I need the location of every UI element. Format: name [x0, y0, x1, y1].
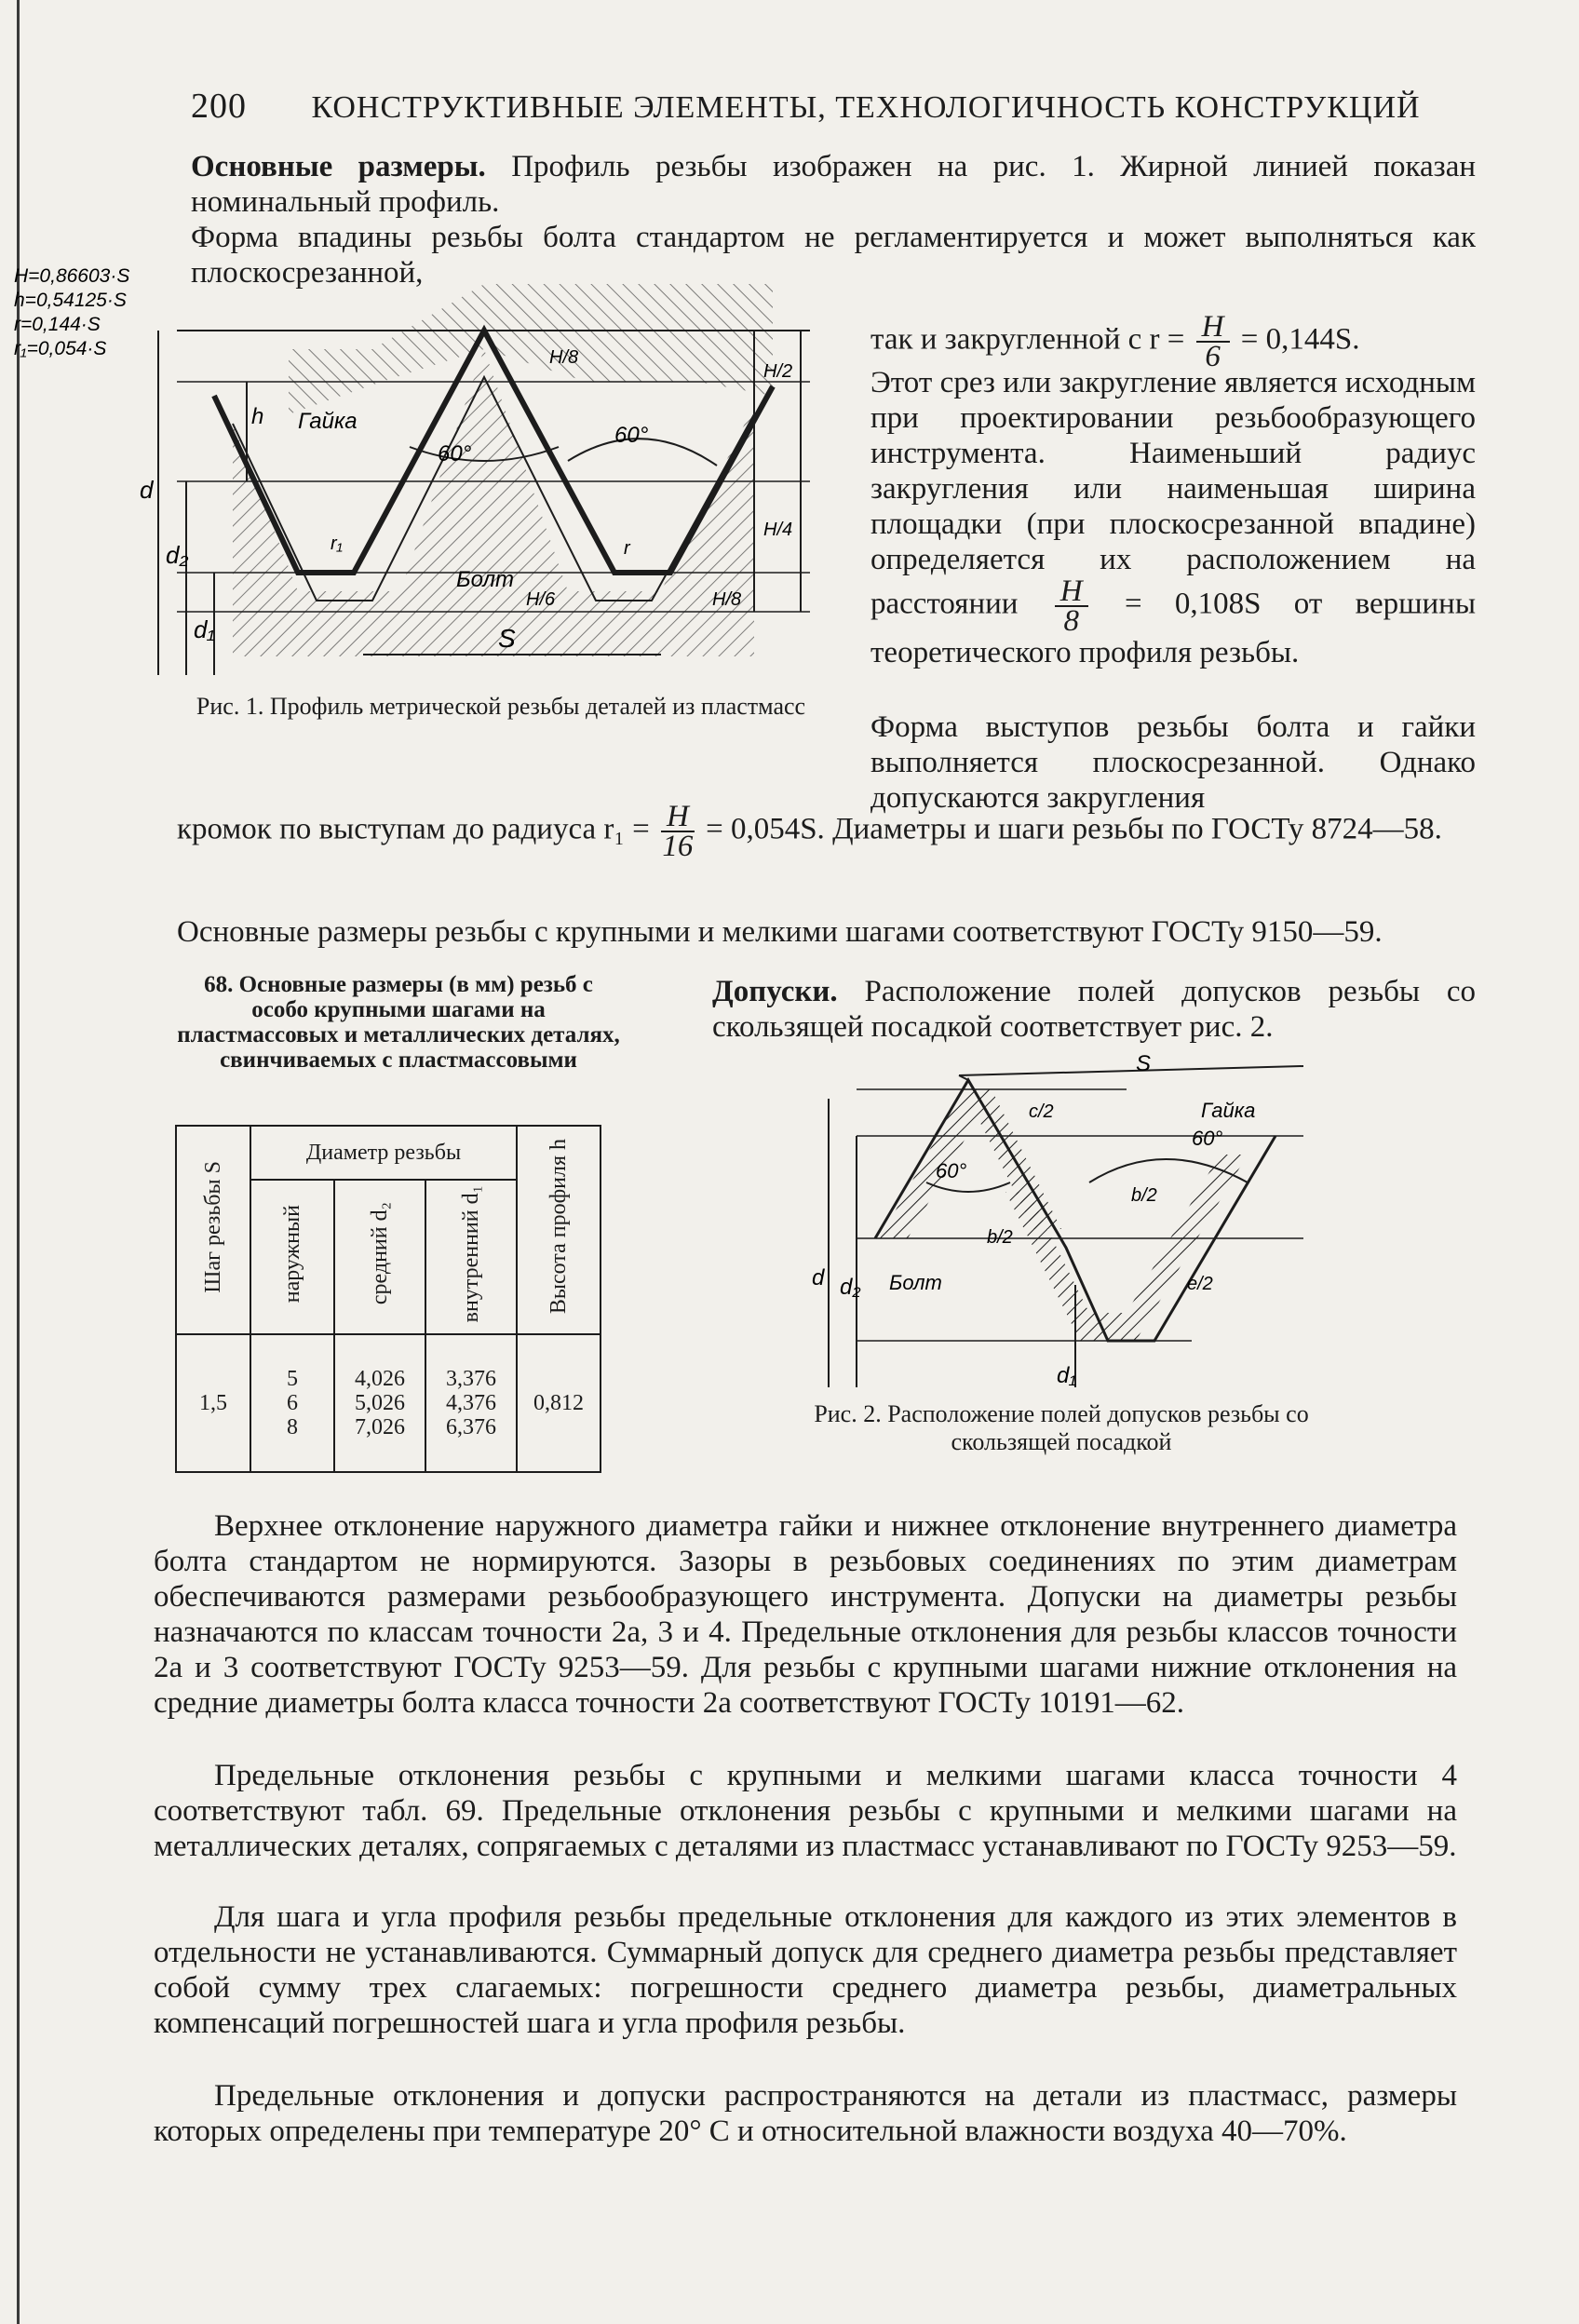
- fig2-dim-S: S: [1136, 1051, 1152, 1076]
- paragraph-text: Предельные отклонения и допуски распространяются на детали из пластмасс, размеры которых определены при температуре 20° С и относительной влажности воздуха 40—70%.: [154, 2079, 1457, 2148]
- running-header: [191, 86, 1476, 127]
- cell-height: 0,812: [517, 1334, 601, 1472]
- formula-r-line: [870, 310, 1476, 373]
- formula-text: так и закругленной с r =: [870, 322, 1185, 357]
- cell-inner: [425, 1334, 517, 1472]
- paragraph-text: Форма впадины резьбы болта стандартом не регламентируется и может выполняться как плоскосрезанной,: [191, 221, 1476, 290]
- cell-value: 4,376: [446, 1391, 496, 1415]
- paragraph-text: Диаметры и шаги резьбы по ГОСТу 8724—58.: [832, 812, 1442, 846]
- header-pitch-text: Шаг резьбы S: [201, 1160, 225, 1293]
- formula-value: = 0,144S.: [1240, 322, 1360, 357]
- fig2-label-nut: Гайка: [1201, 1099, 1256, 1122]
- cell-value: 6: [287, 1391, 298, 1415]
- formula-value: = 0,054S.: [706, 812, 825, 846]
- fig2-dim-b2a: b/2: [1131, 1185, 1157, 1206]
- paragraph-tolerances: [712, 974, 1476, 1045]
- fraction-denominator: 8: [1063, 604, 1079, 638]
- fig2-dim-d2: d₂: [840, 1275, 861, 1300]
- paragraph-text: Для шага и угла профиля резьбы предельные отклонения для каждого из этих элементов в отдельности не устанавливаются. Суммарный допуск для среднего диаметра резьбы представляет собой сумму трех слагаемых: погрешности среднего диаметра резьбы, диаметральных компенсаций погрешностей шага и угла профиля резьбы.: [154, 1900, 1457, 2040]
- paragraph-text: Основные размеры резьбы с крупными и мелкими шагами соответствуют ГОСТу 9150—59.: [177, 915, 1383, 949]
- figure-2-caption: Рис. 2. Расположение полей допусков резьбы со скользящей посадкой: [814, 1400, 1309, 1455]
- cell-value: 6,376: [446, 1415, 496, 1439]
- fraction-h-16: [661, 800, 695, 863]
- paragraph-text: от вершины теоретического профиля резьбы.: [870, 587, 1477, 669]
- fig1-formula-r: r=0,144·S: [14, 314, 101, 335]
- paragraph-edge-radius: [177, 800, 1476, 863]
- fig1-dim-H2: H/2: [763, 361, 793, 382]
- cell-pitch: 1,5: [176, 1334, 250, 1472]
- paragraph-pitch-angle: [154, 1899, 1457, 2041]
- col-header-height: [517, 1126, 601, 1334]
- fig2-dim-b2b: b/2: [987, 1227, 1013, 1248]
- fig1-formula-H: H=0,86603·S: [14, 265, 130, 287]
- heading-main-dimensions: Основные размеры.: [191, 150, 486, 183]
- col-header-outer: [250, 1180, 334, 1334]
- paragraph-text: Предельные отклонения резьбы с крупными и мелкими шагами класса точности 4 соответствуют табл. 69. Предельные отклонения резьбы с крупными и мелкими шагами на металлических деталях, сопрягаемых с деталями из пластмасс устанавливают по ГОСТу 9253—59.: [154, 1759, 1457, 1863]
- table-68-title: 68. Основные размеры (в мм) резьб с особо крупными шагами на пластмассовых и металлических деталях, свинчиваемых с пластмассовыми: [177, 972, 620, 1073]
- fraction-h-8: [1055, 574, 1088, 638]
- fig1-formula-h: h=0,54125·S: [14, 290, 127, 311]
- header-outer-text: наружный: [280, 1204, 304, 1304]
- formula-value: = 0,108S: [1124, 587, 1262, 621]
- fig1-formula-r1: r₁=0,054·S: [14, 338, 107, 359]
- fraction-numerator: H: [661, 803, 695, 832]
- cell-value: 5: [287, 1367, 298, 1391]
- paragraph-text: Профиль резьбы изображен на рис. 1. Жирной линией показан номинальный профиль.: [191, 150, 1477, 219]
- fig1-dim-H4: H/4: [763, 520, 793, 540]
- header-inner-text: внутренний d₁: [459, 1184, 483, 1323]
- fraction-numerator: H: [1055, 577, 1088, 607]
- cell-value: 5,026: [355, 1391, 405, 1415]
- fig1-angle-2: 60°: [614, 423, 649, 448]
- figure-2-tolerance-fields: [812, 1051, 1322, 1397]
- cell-value: 8: [287, 1415, 298, 1439]
- col-header-diameter: Диаметр резьбы: [250, 1126, 517, 1180]
- fig2-dim-e2: e/2: [1187, 1274, 1213, 1294]
- fraction-denominator: 16: [662, 830, 694, 863]
- cell-value: 7,026: [355, 1415, 405, 1439]
- header-middle-text: средний d₂: [368, 1202, 392, 1305]
- paragraph-text: Форма выступов резьбы болта и гайки выполняется плоскосрезанной. Однако допускаются закругления: [870, 710, 1476, 815]
- fig1-dim-H8-top: H/8: [549, 347, 579, 368]
- paragraph-class-4: [154, 1758, 1457, 1864]
- paragraph-text: Верхнее отклонение наружного диаметра гайки и нижнее отклонение внутреннего диаметра болта стандартом не нормируются. Зазоры в резьбовых соединениях по этим диаметрам обеспечиваются размерами резьбообразующего инструмента. Допуски на диаметры резьбы назначаются по классам точности 2а, 3 и 4. Предельные отклонения для резьбы классов точности 2а и 3 соответствуют ГОСТу 9253—59. Для резьбы с крупными шагами нижние отклонения на средние диаметры болта класса точности 2а соответствуют ГОСТу 10191—62.: [154, 1509, 1457, 1720]
- fig1-dim-S: S: [498, 624, 516, 653]
- figure-1-thread-profile: [14, 265, 847, 684]
- heading-tolerances: Допуски.: [712, 975, 838, 1008]
- fig1-label-bolt: Болт: [456, 567, 514, 592]
- paragraph-temperature: [154, 2078, 1457, 2149]
- fig2-angle-nut: 60°: [1192, 1127, 1223, 1150]
- paragraph-deviations: [154, 1508, 1457, 1721]
- fraction-h-6: [1196, 310, 1230, 373]
- page-number: 200: [191, 87, 247, 126]
- col-header-inner: [425, 1180, 517, 1334]
- running-title: КОНСТРУКТИВНЫЕ ЭЛЕМЕНТЫ, ТЕХНОЛОГИЧНОСТЬ КОНСТРУКЦИЙ: [311, 90, 1421, 125]
- fig1-dim-r: r: [624, 538, 630, 559]
- cell-outer: [250, 1334, 334, 1472]
- header-height-text: Высота профиля h: [547, 1139, 571, 1315]
- fig1-angle-1: 60°: [438, 441, 472, 466]
- fig1-dim-H6: H/6: [526, 589, 556, 610]
- fig1-dim-d: d: [140, 476, 154, 504]
- paragraph-text: Расположение полей допусков резьбы со скользящей посадкой соответствует рис. 2.: [712, 975, 1477, 1044]
- fig1-dim-h: h: [251, 404, 264, 429]
- cell-value: 4,026: [355, 1367, 405, 1391]
- fig1-dim-r1: r₁: [331, 534, 343, 554]
- fig2-dim-d: d: [812, 1265, 825, 1290]
- col-header-middle: [334, 1180, 425, 1334]
- fig2-dim-c2: c/2: [1029, 1101, 1054, 1122]
- fig2-label-bolt: Болт: [889, 1271, 942, 1294]
- fig1-dim-H8: H/8: [712, 589, 742, 610]
- paragraph-cut-rounding: [870, 365, 1476, 670]
- table-68: [175, 1125, 601, 1473]
- fraction-denominator: 6: [1205, 340, 1221, 373]
- paragraph-text: кромок по выступам до радиуса r₁ =: [177, 812, 650, 846]
- table-row: [176, 1334, 601, 1472]
- col-header-pitch: [176, 1126, 250, 1334]
- paragraph-coarse-fine-pitch: [177, 914, 1476, 950]
- fig2-angle-bolt: 60°: [936, 1159, 967, 1182]
- paragraph-text: Этот срез или закругление является исходным при проектировании резьбообразующего инструмента. Наименьший радиус закругления или наименьшая ширина площадки (при плоскосрезанной впадине) определяется их расположением на расстоянии: [870, 366, 1476, 621]
- paragraph-crest-form: [870, 709, 1476, 816]
- fig1-dim-d2: d₂: [166, 541, 189, 569]
- fraction-numerator: H: [1196, 313, 1230, 343]
- cell-middle: [334, 1334, 425, 1472]
- figure-1-caption: Рис. 1. Профиль метрической резьбы деталей из пластмасс: [196, 693, 806, 720]
- fig1-label-nut: Гайка: [298, 409, 358, 434]
- cell-value: 3,376: [446, 1367, 496, 1391]
- paragraph-main-dimensions: [191, 149, 1476, 220]
- fig1-dim-d1: d₁: [194, 615, 215, 643]
- fig2-dim-d1: d₁: [1057, 1363, 1076, 1388]
